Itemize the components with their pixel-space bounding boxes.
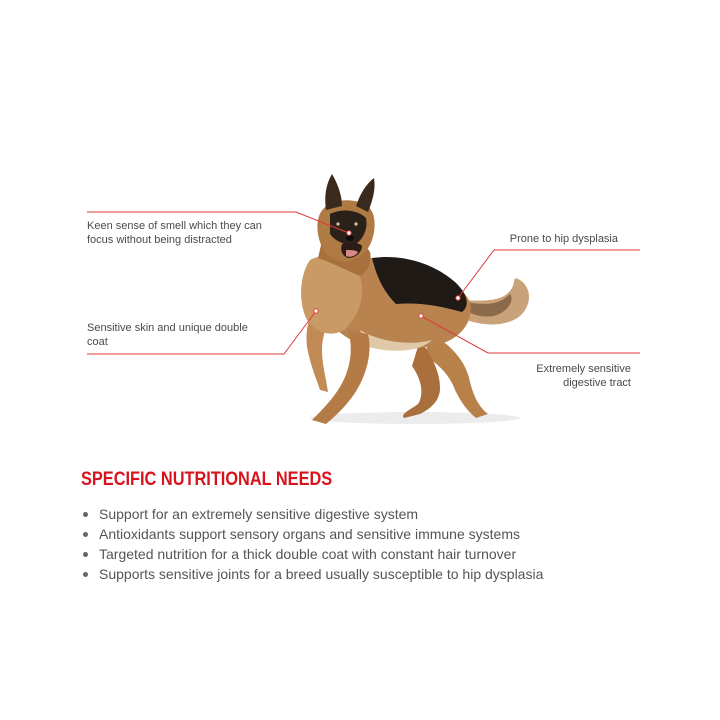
bullet-icon (83, 512, 88, 517)
needs-item-text: Antioxidants support sensory organs and sensitive immune systems (99, 526, 520, 542)
needs-item (81, 504, 681, 524)
callout-dot-skin (314, 309, 318, 313)
bullet-icon (83, 532, 88, 537)
callout-hip: Prone to hip dysplasia (509, 233, 618, 245)
nutritional-needs (81, 468, 681, 584)
needs-item (81, 524, 681, 544)
dog-ear-left (325, 174, 342, 210)
callout-dot-digestive (419, 314, 423, 318)
needs-item-text: Supports sensitive joints for a breed usually susceptible to hip dysplasia (99, 566, 544, 582)
needs-item (81, 544, 681, 564)
dog-ear-right (356, 178, 375, 212)
callout-skin: Sensitive skin and unique double coat (87, 322, 248, 348)
bullet-icon (83, 572, 88, 577)
needs-item (81, 564, 681, 584)
dog-tail (462, 278, 529, 324)
needs-title: SPECIFIC NUTRITIONAL NEEDS (81, 469, 333, 490)
callout-digestive: Extremely sensitive digestive tract (536, 363, 631, 389)
bullet-icon (83, 552, 88, 557)
callout-smell: Keen sense of smell which they can focus without being distracted (87, 220, 262, 246)
callout-dot-smell (347, 231, 351, 235)
callout-dot-hip (456, 296, 460, 300)
callout-line-hip (458, 250, 640, 298)
needs-item-text: Targeted nutrition for a thick double coat with constant hair turnover (99, 546, 517, 562)
needs-item-text: Support for an extremely sensitive digestive system (99, 506, 419, 522)
needs-list (81, 504, 681, 584)
